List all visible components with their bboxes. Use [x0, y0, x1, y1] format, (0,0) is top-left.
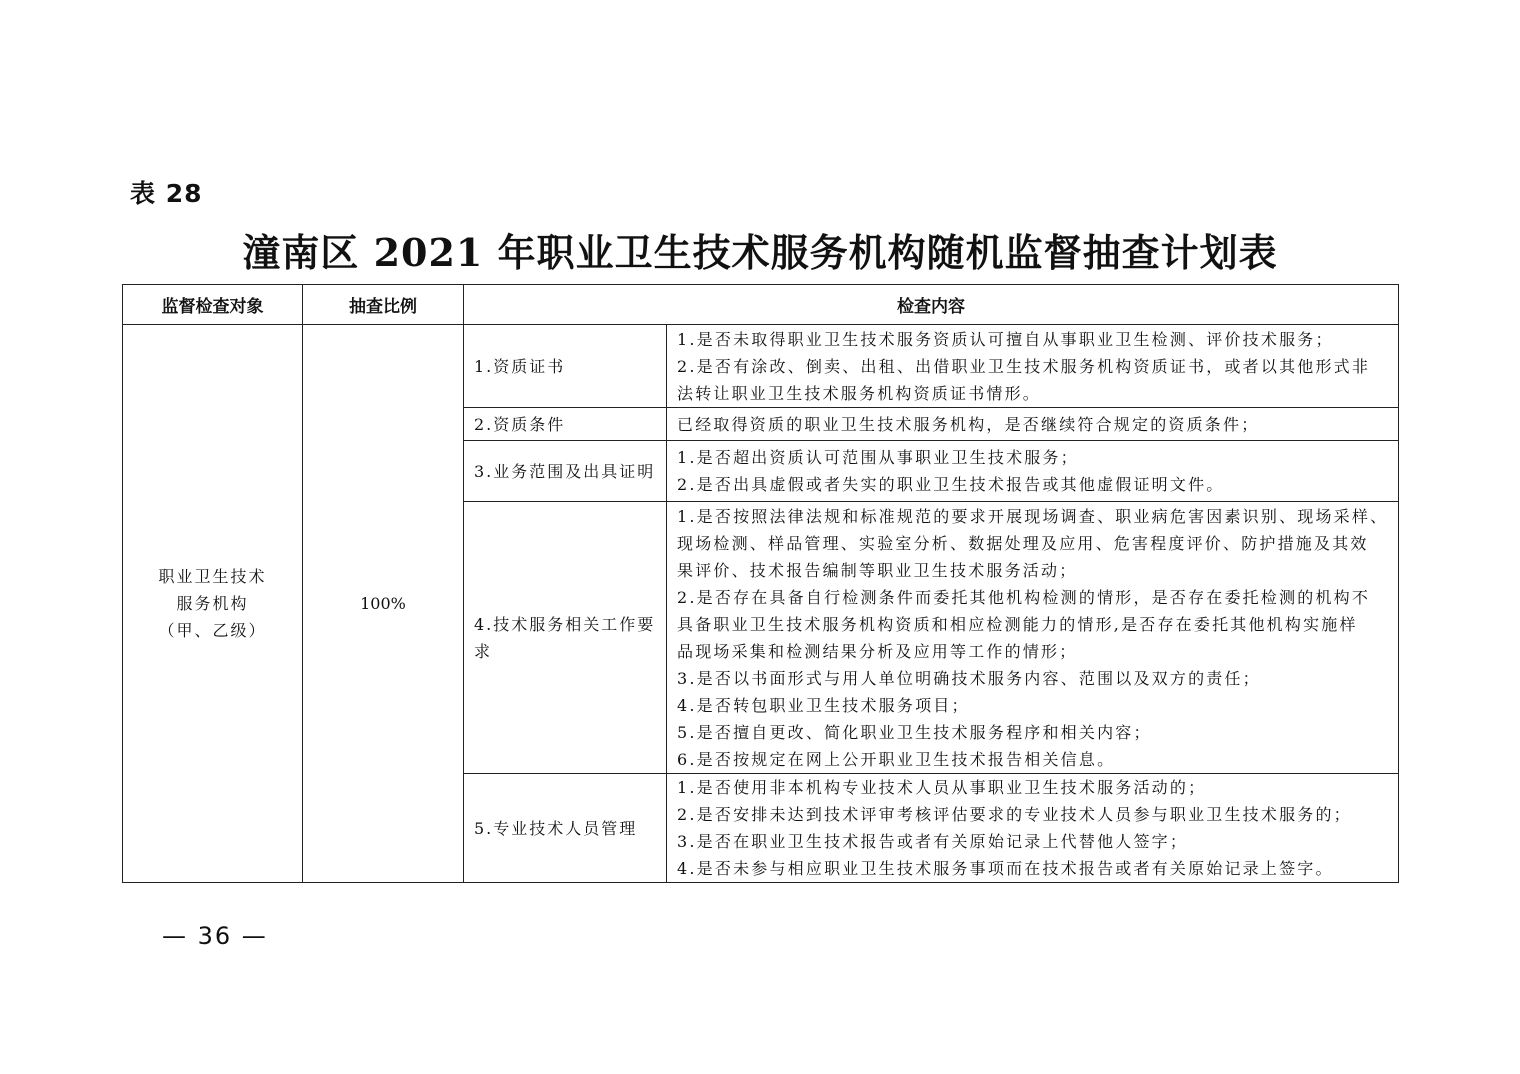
content-line: 4.是否未参与相应职业卫生技术服务事项而在技术报告或者有关原始记录上签字。 — [677, 859, 1334, 878]
inspection-plan-table — [122, 284, 1399, 883]
page-number: — 36 — — [162, 922, 268, 950]
content-line: 法转让职业卫生技术服务机构资质证书情形。 — [677, 383, 1042, 403]
header-row — [123, 285, 1399, 325]
check-item-cell: 3.业务范围及出具证明 — [464, 441, 667, 502]
content-line: 1.是否未取得职业卫生技术服务资质认可擅自从事职业卫生检测、评价技术服务； — [677, 329, 1334, 349]
content-line: 品现场采集和检测结果分析及应用等工作的情形； — [677, 641, 1078, 661]
content-line: 1.是否使用非本机构专业技术人员从事职业卫生技术服务活动的； — [677, 778, 1207, 797]
content-line: 4.是否转包职业卫生技术服务项目； — [677, 695, 970, 715]
check-item-cell: 5.专业技术人员管理 — [464, 774, 667, 883]
content-line: 现场检测、样品管理、实验室分析、数据处理及应用、危害程度评价、防护措施及其效 — [677, 533, 1369, 553]
inspection-object-cell — [123, 325, 303, 883]
object-line: 职业卫生技术 — [158, 567, 267, 586]
check-content-cell — [667, 325, 1399, 408]
check-item-cell: 2.资质条件 — [464, 408, 667, 441]
content-line: 1.是否按照法律法规和标准规范的要求开展现场调查、职业病危害因素识别、现场采样、 — [677, 506, 1389, 526]
check-content-cell — [667, 441, 1399, 502]
content-line: 具备职业卫生技术服务机构资质和相应检测能力的情形,是否存在委托其他机构实施样 — [677, 614, 1358, 634]
check-item-cell: 4.技术服务相关工作要求 — [464, 502, 667, 774]
check-item-cell: 1.资质证书 — [464, 325, 667, 408]
sampling-ratio-cell: 100% — [303, 325, 464, 883]
object-line: （甲、乙级） — [158, 621, 267, 640]
check-content-cell — [667, 408, 1399, 441]
content-line: 2.是否安排未达到技术评审考核评估要求的专业技术人员参与职业卫生技术服务的； — [677, 805, 1352, 824]
header-object: 监督检查对象 — [123, 285, 303, 325]
header-ratio: 抽查比例 — [303, 285, 464, 325]
content-line: 3.是否以书面形式与用人单位明确技术服务内容、范围以及双方的责任； — [677, 668, 1261, 688]
table-row — [123, 325, 1399, 408]
content-line: 已经取得资质的职业卫生技术服务机构，是否继续符合规定的资质条件； — [677, 414, 1260, 434]
document-title: 潼南区 2021 年职业卫生技术服务机构随机监督抽查计划表 — [242, 230, 1278, 275]
content-line: 2.是否有涂改、倒卖、出租、出借职业卫生技术服务机构资质证书，或者以其他形式非 — [677, 356, 1371, 376]
content-line: 2.是否存在具备自行检测条件而委托其他机构检测的情形，是否存在委托检测的机构不 — [677, 587, 1371, 607]
content-line: 6.是否按规定在网上公开职业卫生技术报告相关信息。 — [677, 749, 1116, 769]
content-line: 2.是否出具虚假或者失实的职业卫生技术报告或其他虚假证明文件。 — [677, 475, 1225, 494]
content-line: 5.是否擅自更改、简化职业卫生技术服务程序和相关内容； — [677, 722, 1152, 742]
header-content: 检查内容 — [464, 285, 1399, 325]
table-label: 表 28 — [130, 179, 203, 208]
object-line: 服务机构 — [176, 594, 249, 613]
content-line: 3.是否在职业卫生技术报告或者有关原始记录上代替他人签字； — [677, 832, 1189, 851]
check-content-cell — [667, 502, 1399, 774]
check-content-cell — [667, 774, 1399, 883]
content-line: 1.是否超出资质认可范围从事职业卫生技术服务； — [677, 448, 1079, 467]
content-line: 果评价、技术报告编制等职业卫生技术服务活动； — [677, 560, 1078, 580]
